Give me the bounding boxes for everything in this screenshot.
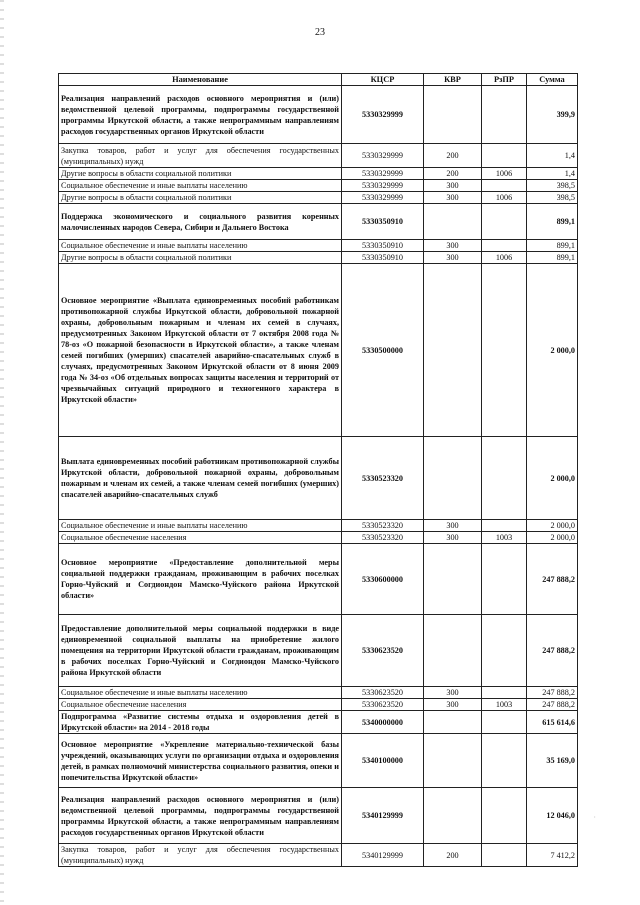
page-number: 23 — [315, 27, 325, 38]
cell-sum: 12 046,0 — [527, 788, 578, 844]
cell-kvr — [424, 615, 482, 687]
cell-name: Социальное обеспечение и иные выплаты населению — [59, 240, 342, 252]
cell-name: Социальное обеспечение населения — [59, 699, 342, 711]
cell-sum: 398,5 — [527, 180, 578, 192]
cell-rzpr — [482, 844, 527, 867]
cell-sum: 1,4 — [527, 144, 578, 168]
cell-sum: 35 169,0 — [527, 734, 578, 788]
cell-rzpr — [482, 264, 527, 437]
cell-kcsr: 5330523320 — [342, 437, 424, 520]
cell-kvr: 300 — [424, 240, 482, 252]
cell-kcsr: 5330350910 — [342, 240, 424, 252]
header-sum: Сумма — [527, 74, 578, 86]
cell-rzpr — [482, 711, 527, 734]
cell-sum: 899,1 — [527, 240, 578, 252]
cell-kvr — [424, 711, 482, 734]
cell-kvr — [424, 204, 482, 240]
cell-rzpr: 1003 — [482, 699, 527, 711]
cell-kcsr: 5330329999 — [342, 86, 424, 144]
cell-name: Предоставление дополнительной меры социальной поддержки в виде единовременной социальной выплаты на приобретение жилого помещения на территории Иркутской области гражданам, проживающим в рабочих поселках Горно-Чуйский и Согдиондон Мамско-Чуйского района Иркутской области — [59, 615, 342, 687]
cell-name: Основное мероприятие «Выплата единовременных пособий работникам противопожарной службы Иркутской области, добровольной пожарной охраны, добровольным пожарным и членам их семей в случаях, предусмотренных Законом Иркутской области от 7 октября 2008 года № 78-оз «О пожарной безопасности в Иркутской области», а также членам семей погибших (умерших) спасателей аварийно-спасательных служб в случаях, предусмотренных Законом Иркутской области от 8 июня 2009 года № 34-оз «Об отдельных вопросах защиты населения и территорий от чрезвычайных ситуаций природного и техногенного характера в Иркутской области» — [59, 264, 342, 437]
cell-rzpr — [482, 615, 527, 687]
cell-rzpr — [482, 144, 527, 168]
table-row — [59, 734, 578, 788]
cell-kvr: 300 — [424, 699, 482, 711]
cell-kcsr: 5340000000 — [342, 711, 424, 734]
cell-kcsr: 5340129999 — [342, 788, 424, 844]
table-header-row — [59, 74, 578, 86]
cell-sum: 399,9 — [527, 86, 578, 144]
cell-kcsr: 5340129999 — [342, 844, 424, 867]
cell-kcsr: 5330350910 — [342, 204, 424, 240]
table-row — [59, 252, 578, 264]
cell-rzpr: 1003 — [482, 532, 527, 544]
scan-speck: · — [593, 813, 596, 822]
cell-kvr: 300 — [424, 520, 482, 532]
cell-rzpr — [482, 240, 527, 252]
cell-kcsr: 5330329999 — [342, 144, 424, 168]
cell-name: Закупка товаров, работ и услуг для обеспечения государственных (муниципальных) нужд — [59, 144, 342, 168]
table-row — [59, 144, 578, 168]
cell-kcsr: 5330623520 — [342, 615, 424, 687]
cell-kcsr: 5330623520 — [342, 687, 424, 699]
cell-name: Социальное обеспечение населения — [59, 532, 342, 544]
cell-sum: 398,5 — [527, 192, 578, 204]
cell-sum: 7 412,2 — [527, 844, 578, 867]
cell-sum: 2 000,0 — [527, 520, 578, 532]
cell-name: Основное мероприятие «Предоставление дополнительной меры социальной поддержки гражданам, проживающим в рабочих поселках Горно-Чуйский и Согдиондон Мамско-Чуйского района Иркутской области» — [59, 544, 342, 615]
cell-sum: 2 000,0 — [527, 264, 578, 437]
table-row — [59, 86, 578, 144]
cell-sum: 247 888,2 — [527, 699, 578, 711]
table-row — [59, 180, 578, 192]
cell-sum: 1,4 — [527, 168, 578, 180]
cell-kcsr: 5330350910 — [342, 252, 424, 264]
cell-kcsr: 5330523320 — [342, 520, 424, 532]
cell-sum: 2 000,0 — [527, 532, 578, 544]
cell-name: Поддержка экономического и социального развития коренных малочисленных народов Севера, Сибири и Дальнего Востока — [59, 204, 342, 240]
cell-kvr — [424, 734, 482, 788]
cell-sum: 247 888,2 — [527, 687, 578, 699]
cell-name: Реализация направлений расходов основного мероприятия и (или) ведомственной целевой программы, подпрограммы государственной программы Иркутской области, а также непрограммным направлениям расходов государственных органов Иркутской области — [59, 86, 342, 144]
cell-rzpr — [482, 788, 527, 844]
cell-name: Социальное обеспечение и иные выплаты населению — [59, 180, 342, 192]
cell-name: Другие вопросы в области социальной политики — [59, 192, 342, 204]
cell-sum: 247 888,2 — [527, 544, 578, 615]
table-row — [59, 192, 578, 204]
table-row — [59, 699, 578, 711]
table-row — [59, 532, 578, 544]
cell-sum: 2 000,0 — [527, 437, 578, 520]
table-row — [59, 168, 578, 180]
cell-kvr: 300 — [424, 192, 482, 204]
cell-name: Подпрограмма «Развитие системы отдыха и оздоровления детей в Иркутской области» на 2014 - 2018 годы — [59, 711, 342, 734]
header-kvr: КВР — [424, 74, 482, 86]
table-row — [59, 615, 578, 687]
cell-kvr: 300 — [424, 532, 482, 544]
cell-rzpr — [482, 86, 527, 144]
cell-rzpr: 1006 — [482, 168, 527, 180]
table-body — [59, 86, 578, 867]
header-rzpr: РзПР — [482, 74, 527, 86]
cell-rzpr — [482, 734, 527, 788]
table-row — [59, 544, 578, 615]
cell-sum: 615 614,6 — [527, 711, 578, 734]
cell-kvr — [424, 86, 482, 144]
cell-kvr: 300 — [424, 687, 482, 699]
cell-kcsr: 5330623520 — [342, 699, 424, 711]
cell-kvr — [424, 437, 482, 520]
table-row — [59, 687, 578, 699]
cell-kcsr: 5330600000 — [342, 544, 424, 615]
table-row — [59, 437, 578, 520]
table-row — [59, 204, 578, 240]
cell-kvr: 200 — [424, 144, 482, 168]
cell-rzpr — [482, 544, 527, 615]
cell-name: Основное мероприятие «Укрепление материально-технической базы учреждений, оказывающих услуги по организации отдыха и оздоровления детей, в рамках полномочий министерства социального развития, опеки и попечительства Иркутской области» — [59, 734, 342, 788]
cell-name: Другие вопросы в области социальной политики — [59, 252, 342, 264]
cell-name: Социальное обеспечение и иные выплаты населению — [59, 520, 342, 532]
cell-kcsr: 5330329999 — [342, 168, 424, 180]
cell-rzpr: 1006 — [482, 252, 527, 264]
cell-sum: 247 888,2 — [527, 615, 578, 687]
cell-kvr — [424, 544, 482, 615]
cell-sum: 899,1 — [527, 204, 578, 240]
cell-kcsr: 5330329999 — [342, 180, 424, 192]
cell-rzpr — [482, 204, 527, 240]
cell-kvr: 200 — [424, 168, 482, 180]
table-row — [59, 520, 578, 532]
table-row — [59, 788, 578, 844]
cell-kcsr: 5340100000 — [342, 734, 424, 788]
cell-name: Реализация направлений расходов основного мероприятия и (или) ведомственной целевой программы, подпрограммы государственной программы Иркутской области, а также непрограммным направлениям расходов государственных органов Иркутской области — [59, 788, 342, 844]
cell-rzpr — [482, 437, 527, 520]
cell-rzpr: 1006 — [482, 192, 527, 204]
header-kcsr: КЦСР — [342, 74, 424, 86]
cell-kvr — [424, 264, 482, 437]
table-row — [59, 264, 578, 437]
cell-name: Социальное обеспечение и иные выплаты населению — [59, 687, 342, 699]
cell-kvr: 300 — [424, 180, 482, 192]
cell-kvr — [424, 788, 482, 844]
table-row — [59, 711, 578, 734]
cell-name: Выплата единовременных пособий работникам противопожарной службы Иркутской области, добровольной пожарной охраны, добровольным пожарным и членам их семей, а также членам семей погибших (умерших) спасателей аварийно-спасательных служб — [59, 437, 342, 520]
cell-rzpr — [482, 180, 527, 192]
cell-name: Закупка товаров, работ и услуг для обеспечения государственных (муниципальных) нужд — [59, 844, 342, 867]
cell-rzpr — [482, 520, 527, 532]
cell-rzpr — [482, 687, 527, 699]
cell-kvr: 300 — [424, 252, 482, 264]
cell-kvr: 200 — [424, 844, 482, 867]
cell-kcsr: 5330523320 — [342, 532, 424, 544]
table-row — [59, 240, 578, 252]
cell-sum: 899,1 — [527, 252, 578, 264]
header-name: Наименование — [59, 74, 342, 86]
table-row — [59, 844, 578, 867]
budget-table — [58, 73, 578, 867]
cell-name: Другие вопросы в области социальной политики — [59, 168, 342, 180]
scan-edge-marks — [0, 0, 4, 905]
cell-kcsr: 5330329999 — [342, 192, 424, 204]
cell-kcsr: 5330500000 — [342, 264, 424, 437]
